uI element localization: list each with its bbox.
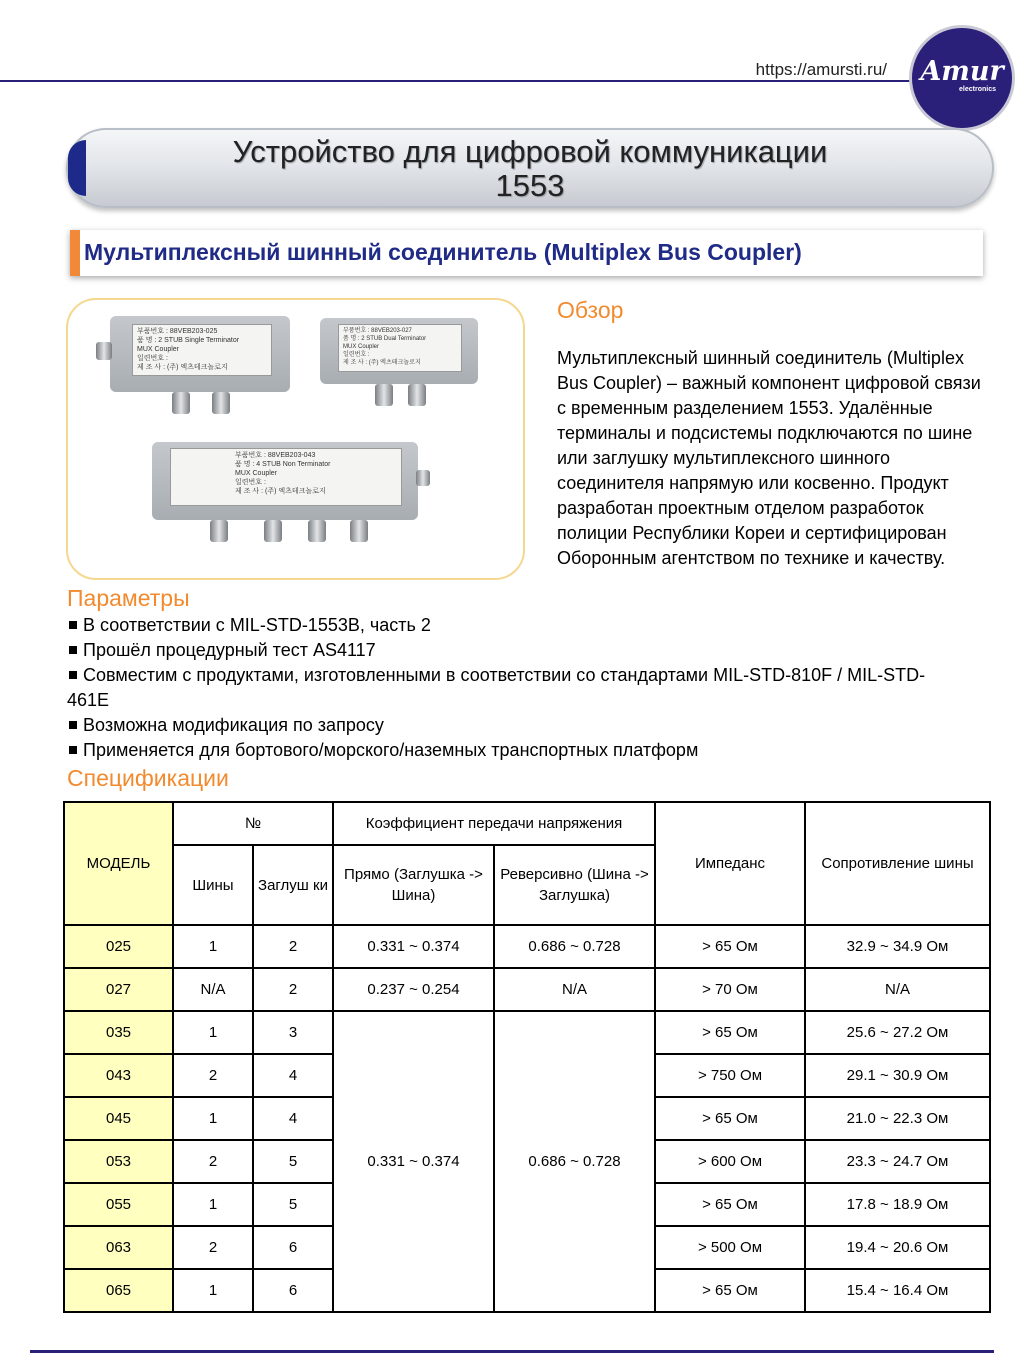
parameter-text: Возможна модификация по запросу [83, 715, 384, 735]
cell-model: 053 [64, 1140, 173, 1183]
cell-buses: 1 [173, 1011, 253, 1054]
table-row [64, 1011, 990, 1054]
product-photo-043 [152, 442, 418, 520]
sticker-line: 제 조 사 : (주) 엑츠테크놀로지 [235, 488, 326, 495]
cell-model: 063 [64, 1226, 173, 1269]
parameters-heading: Параметры [67, 585, 190, 611]
cell-reverse-merged: 0.686 ~ 0.728 [494, 1011, 655, 1312]
sticker-line: 일련번호 : [137, 355, 168, 362]
sticker-line: 일련번호 : [235, 479, 266, 486]
page-title [128, 135, 932, 203]
header-forward: Прямо (Заглушка -> Шина) [333, 845, 494, 925]
cell-resistance: 29.1 ~ 30.9 Ом [805, 1054, 990, 1097]
cell-buses: 1 [173, 1097, 253, 1140]
cell-reverse: N/A [494, 968, 655, 1011]
cell-buses: N/A [173, 968, 253, 1011]
cell-buses: 1 [173, 925, 253, 968]
bullet-icon [69, 721, 77, 729]
product-subtitle: Мультиплексный шинный соединитель (Multiplex Bus Coupler) [84, 239, 802, 265]
cell-resistance: 25.6 ~ 27.2 Ом [805, 1011, 990, 1054]
page-title-line2: 1553 [495, 168, 565, 203]
header-buses: Шины [173, 845, 253, 925]
cell-impedance: > 70 Ом [655, 968, 805, 1011]
logo-subtext: electronics [959, 86, 996, 93]
product-photo-025 [110, 316, 290, 392]
cell-resistance: N/A [805, 968, 990, 1011]
parameter-item [67, 613, 927, 638]
sticker-line: 부품번호 : 88VEB203-025 [137, 328, 218, 335]
header-divider [0, 80, 910, 82]
bullet-icon [69, 621, 77, 629]
spec-header-row [64, 802, 990, 845]
parameter-item [67, 638, 927, 663]
product-sticker [170, 448, 402, 506]
table-row [64, 925, 990, 968]
cell-impedance: > 500 Ом [655, 1226, 805, 1269]
bnc-connector [212, 392, 230, 414]
cell-resistance: 32.9 ~ 34.9 Ом [805, 925, 990, 968]
bnc-connector [408, 384, 426, 406]
bnc-connector [416, 470, 430, 486]
cell-resistance: 19.4 ~ 20.6 Ом [805, 1226, 990, 1269]
cell-model: 035 [64, 1011, 173, 1054]
cell-impedance: > 65 Ом [655, 1269, 805, 1312]
parameter-item [67, 663, 927, 713]
sticker-line: 품 명 : 2 STUB Dual Terminator [343, 336, 427, 342]
header-coef: Коэффициент передачи напряжения [333, 802, 655, 845]
product-sticker [132, 324, 272, 376]
cell-stubs: 3 [253, 1011, 333, 1054]
bnc-connector [96, 342, 112, 360]
sticker-line: 일련번호 : [343, 352, 370, 358]
cell-resistance: 23.3 ~ 24.7 Ом [805, 1140, 990, 1183]
bnc-connector [308, 520, 326, 542]
cell-impedance: > 750 Ом [655, 1054, 805, 1097]
sticker-line: 제 조 사 : (주) 엑츠테크놀로지 [137, 364, 228, 371]
cell-stubs: 2 [253, 968, 333, 1011]
overview-heading: Обзор [557, 297, 624, 323]
subtitle-box [70, 230, 983, 276]
parameter-text: Совместим с продуктами, изготовленными в соответствии со стандартами MIL-STD-810F / MIL-STD-461E [67, 665, 926, 710]
banner-accent [68, 140, 86, 196]
cell-impedance: > 600 Ом [655, 1140, 805, 1183]
site-url[interactable]: https://amursti.ru/ [755, 60, 887, 79]
cell-stubs: 6 [253, 1269, 333, 1312]
cell-forward-merged: 0.331 ~ 0.374 [333, 1011, 494, 1312]
specs-heading: Спецификации [67, 765, 229, 791]
cell-stubs: 5 [253, 1183, 333, 1226]
product-photo-027 [320, 318, 478, 384]
cell-resistance: 17.8 ~ 18.9 Ом [805, 1183, 990, 1226]
bnc-connector [210, 520, 228, 542]
cell-reverse: 0.686 ~ 0.728 [494, 925, 655, 968]
bnc-connector [172, 392, 190, 414]
parameter-text: Применяется для бортового/морского/наземных транспортных платформ [83, 740, 699, 760]
bullet-icon [69, 746, 77, 754]
cell-model: 055 [64, 1183, 173, 1226]
bnc-connector [375, 384, 393, 406]
parameter-item [67, 713, 927, 738]
logo-brand: Amur [920, 56, 1004, 87]
parameter-text: В соответствии с MIL-STD-1553B, часть 2 [83, 615, 431, 635]
cell-impedance: > 65 Ом [655, 1097, 805, 1140]
sticker-line: MUX Coupler [343, 344, 380, 350]
bnc-connector [264, 520, 282, 542]
cell-forward: 0.331 ~ 0.374 [333, 925, 494, 968]
page-title-line1: Устройство для цифровой коммуникации [232, 134, 828, 169]
cell-resistance: 21.0 ~ 22.3 Ом [805, 1097, 990, 1140]
bullet-icon [69, 646, 77, 654]
table-row [64, 968, 990, 1011]
cell-model: 027 [64, 968, 173, 1011]
cell-buses: 2 [173, 1140, 253, 1183]
cell-model: 065 [64, 1269, 173, 1312]
footer-divider [30, 1350, 994, 1353]
header-stubs: Заглуш ки [253, 845, 333, 925]
cell-impedance: > 65 Ом [655, 925, 805, 968]
cell-stubs: 5 [253, 1140, 333, 1183]
header-number: № [173, 802, 333, 845]
cell-model: 043 [64, 1054, 173, 1097]
sticker-line: 품 명 : 4 STUB Non Terminator [235, 461, 331, 468]
parameters-list [67, 613, 927, 763]
sticker-line: MUX Coupler [235, 470, 278, 477]
cell-impedance: > 65 Ом [655, 1011, 805, 1054]
product-photo-frame [66, 298, 525, 580]
cell-stubs: 4 [253, 1054, 333, 1097]
cell-forward: 0.237 ~ 0.254 [333, 968, 494, 1011]
parameter-item [67, 738, 927, 763]
cell-buses: 2 [173, 1226, 253, 1269]
cell-buses: 2 [173, 1054, 253, 1097]
cell-resistance: 15.4 ~ 16.4 Ом [805, 1269, 990, 1312]
sticker-line: 품 명 : 2 STUB Single Terminator [137, 337, 240, 344]
cell-stubs: 2 [253, 925, 333, 968]
header-model: МОДЕЛЬ [64, 802, 173, 925]
cell-buses: 1 [173, 1183, 253, 1226]
cell-stubs: 6 [253, 1226, 333, 1269]
cell-stubs: 4 [253, 1097, 333, 1140]
header-resistance: Сопротивление шины [805, 802, 990, 925]
cell-buses: 1 [173, 1269, 253, 1312]
amur-logo [909, 25, 1015, 131]
cell-model: 045 [64, 1097, 173, 1140]
cell-impedance: > 65 Ом [655, 1183, 805, 1226]
cell-model: 025 [64, 925, 173, 968]
bullet-icon [69, 671, 77, 679]
spec-table [63, 801, 991, 1313]
header-impedance: Импеданс [655, 802, 805, 925]
bnc-connector [350, 520, 368, 542]
header-reverse: Реверсивно (Шина -> Заглушка) [494, 845, 655, 925]
parameter-text: Прошёл процедурный тест AS4117 [83, 640, 376, 660]
title-banner [66, 128, 994, 208]
sticker-line: 부품번호 : 88VEB203-027 [343, 328, 412, 334]
sticker-line: 제 조 사 : (주) 엑츠테크놀로지 [343, 360, 421, 366]
overview-text: Мультиплексный шинный соединитель (Multiplex Bus Coupler) – важный компонент цифровой связи с временным разделением 1553. Удалённые терминалы и подсистемы подключаются по шине или заглушку мультиплексного шинного соединителя напрямую или косвенно. Продукт разработан проектным отделом разработок полиции Республики Кореи и сертифицирован Оборонным агентством по технике и качеству. [557, 348, 981, 568]
sticker-line: MUX Coupler [137, 346, 180, 353]
sticker-line: 부품번호 : 88VEB203-043 [235, 452, 316, 459]
product-sticker [338, 324, 462, 372]
